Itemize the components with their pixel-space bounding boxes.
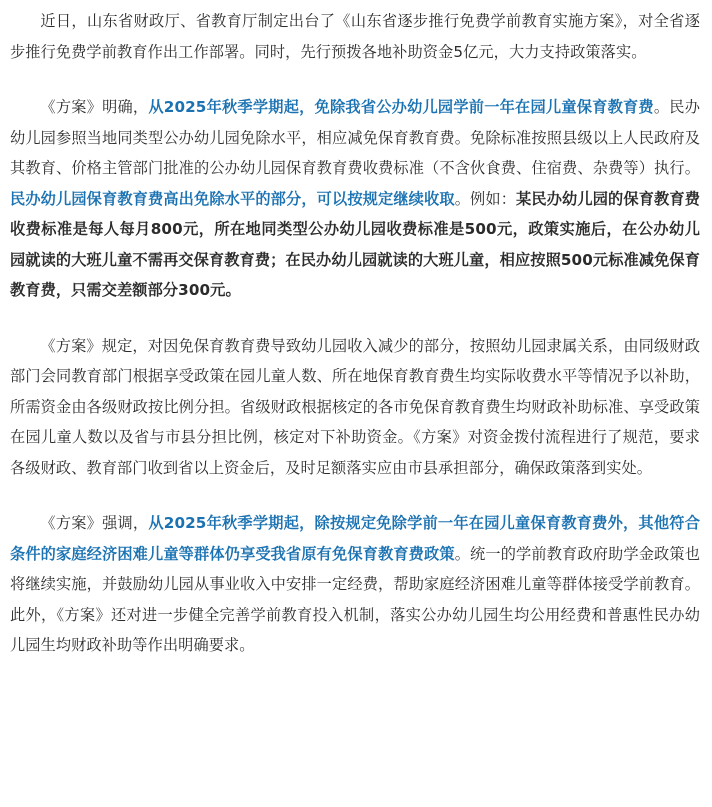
plan-emphasizes-lead: 《方案》强调， — [40, 514, 149, 532]
example-lead: 。例如： — [454, 189, 517, 208]
highlight-excess-fee: 民办幼儿园保育教育费高出免除水平的部分，可以按规定继续收取 — [10, 189, 455, 208]
paragraph-plan-clarifies — [10, 92, 700, 306]
private-kindergarten-rules: 。民办幼儿园参照当地同类型公办幼儿园免除水平，相应减免保育教育费。免除标准按照县级以上人民政府及其教育、价格主管部门批准的公办幼儿园保育教育费收费标准（不含伙食费、住宿费、杂费等）执行。 — [10, 98, 700, 177]
paragraph-plan-emphasizes — [10, 508, 700, 661]
plan-clarifies-lead: 《方案》明确， — [40, 98, 149, 116]
highlight-other-groups: 从2025年秋季学期起，除按规定免除学前一年在园儿童保育教育费外，其他符合条件的家庭经济困难儿童等群体仍享受我省原有免保育教育费政策 — [10, 514, 700, 563]
paragraph-plan-stipulates — [10, 331, 700, 484]
intro-text: 近日，山东省财政厅、省教育厅制定出台了《山东省逐步推行免费学前教育实施方案》，对全省逐步推行免费学前教育作出工作部署。同时，先行预拨各地补助资金5亿元，大力支持政策落实。 — [10, 12, 700, 61]
paragraph-intro — [10, 6, 700, 67]
plan-emphasizes-rest: 。统一的学前教育政府助学金政策也将继续实施，并鼓励幼儿园从事业收入中安排一定经费，帮助家庭经济困难儿童等群体接受学前教育。此外，《方案》还对进一步健全完善学前教育投入机制，落实公办幼儿园生均公用经费和普惠性民办幼儿园生均财政补助等作出明确要求。 — [10, 544, 700, 654]
highlight-fee-exemption: 从2025年秋季学期起，免除我省公办幼儿园学前一年在园儿童保育教育费 — [148, 98, 654, 116]
example-bold: 某民办幼儿园的保育教育费收费标准是每人每月800元，所在地同类型公办幼儿园收费标准是500元，政策实施后，在公办幼儿园就读的大班儿童不需再交保育教育费；在民办幼儿园就读的大班儿童，相应按照500元标准减免保育教育费，只需交差额部分300元。 — [10, 189, 700, 299]
plan-stipulates-text: 《方案》规定，对因免保育教育费导致幼儿园收入减少的部分，按照幼儿园隶属关系，由同级财政部门会同教育部门根据享受政策在园儿童人数、所在地保育教育费生均实际收费水平等情况予以补助，所需资金由各级财政按比例分担。省级财政根据核定的各市免保育教育费生均财政补助标准、享受政策在园儿童人数以及省与市县分担比例，核定对下补助资金。《方案》对资金拨付流程进行了规范，要求各级财政、教育部门收到省以上资金后，及时足额落实应由市县承担部分，确保政策落到实处。 — [10, 336, 700, 477]
